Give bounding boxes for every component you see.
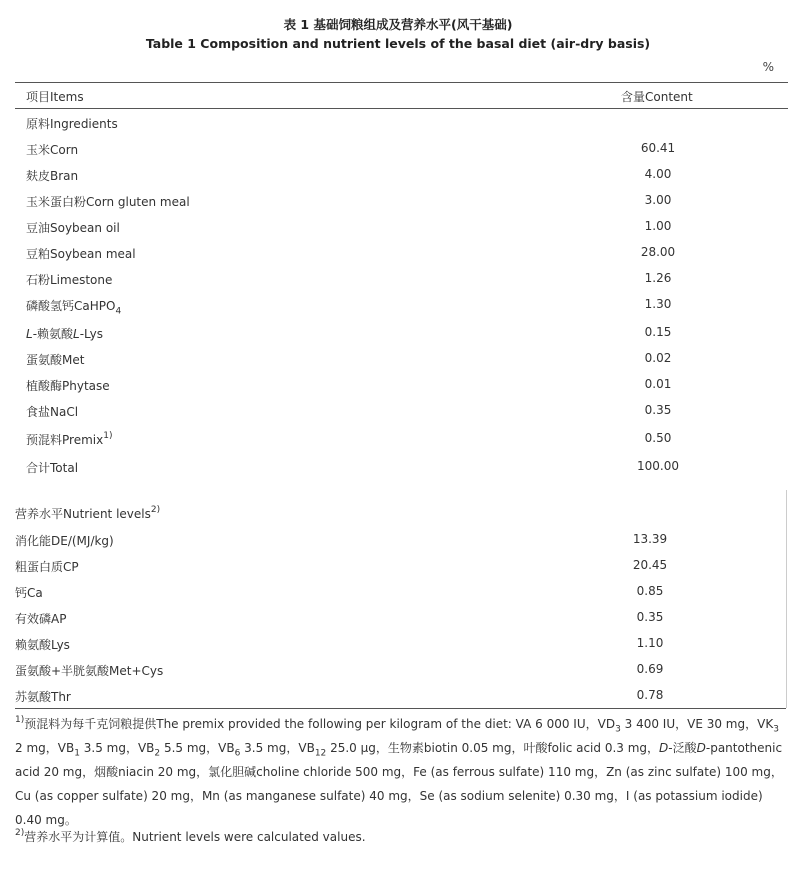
nutrient-name: 苏氨酸Thr	[15, 690, 71, 704]
header-content: 含量Content	[621, 90, 693, 104]
ingredient-name-text: -赖氨酸	[32, 327, 74, 341]
ingredients-label: 原料Ingredients	[26, 117, 118, 131]
header-rule	[15, 108, 788, 109]
subscript: 6	[234, 748, 241, 759]
ingredient-name: 玉米蛋白粉Corn gluten meal	[26, 195, 190, 209]
nutrient-value: 0.69	[636, 662, 664, 676]
ingredient-name-text: 磷酸氢钙CaHPO	[26, 299, 116, 313]
footnote-text: 3.5 mg，VB	[79, 741, 155, 755]
nutrients-label-text: 营养水平Nutrient levels	[15, 507, 151, 521]
ingredient-value: 0.15	[644, 325, 672, 339]
ingredient-value: 1.30	[644, 297, 672, 311]
ingredient-value: 0.01	[644, 377, 672, 391]
nutrient-value: 1.10	[636, 636, 664, 650]
ingredient-name: 植酸酶Phytase	[26, 379, 110, 393]
nutrient-name: 粗蛋白质CP	[15, 560, 79, 574]
nutrient-value: 0.85	[636, 584, 664, 598]
footnote-text: 3 400 IU，VE 30 mg，VK	[620, 717, 774, 731]
footnote-2	[15, 825, 785, 849]
subscript: 12	[314, 748, 327, 759]
footnote-mark: 1)	[103, 431, 113, 441]
ingredient-name: 石粉Limestone	[26, 273, 113, 287]
bottom-rule	[15, 708, 786, 709]
nutrient-name: 消化能DE/(MJ/kg)	[15, 534, 114, 548]
footnote-text: -泛酸	[668, 741, 697, 755]
ingredient-value: 0.35	[644, 403, 672, 417]
ingredient-name: 玉米Corn	[26, 143, 79, 157]
ingredient-name: 蛋氨酸Met	[26, 353, 85, 367]
ingredient-name-text: -Lys	[79, 327, 103, 341]
ingredient-name-text: 预混料Premix	[26, 433, 104, 447]
footnote-text: -pantothenic acid 20 mg，烟酸niacin 20 mg，氯化胆碱choline chloride 500 mg，Fe (as ferrous sulfate) 110 mg，Zn (as zinc sulfate) 100 mg，Cu (as copper sulfate) 20 mg，Mn (as manganese sulfate) 40 mg，Se (as sodium selenite) 0.30 mg，I (as potassium iodide) 0.40 mg。	[15, 741, 783, 827]
footnote-text: 预混料为每千克饲粮提供The premix provided the following per kilogram of the diet: VA 6 000 IU，VD	[24, 717, 616, 731]
subscript: 2	[154, 748, 161, 759]
nutrient-name: 赖氨酸Lys	[15, 638, 70, 652]
italic-prefix: L	[26, 327, 33, 341]
header-items: 项目Items	[26, 90, 84, 104]
ingredient-value: 60.41	[640, 141, 676, 155]
nutrient-value: 0.78	[636, 688, 664, 702]
italic-prefix: D	[696, 741, 706, 755]
ingredient-name: 麸皮Bran	[26, 169, 79, 183]
ingredient-name-subscript: 4	[115, 306, 122, 317]
nutrient-value: 0.35	[636, 610, 664, 624]
ingredient-value: 3.00	[644, 193, 672, 207]
footnote-text: 2 mg，VB	[15, 741, 75, 755]
footnote-mark: 2)	[15, 828, 25, 838]
nutrient-value: 20.45	[632, 558, 668, 572]
ingredient-name: 豆粕Soybean meal	[26, 247, 136, 261]
subscript: 1	[74, 748, 80, 759]
footnote-1	[15, 712, 785, 832]
ingredient-name	[26, 431, 112, 448]
ingredient-name	[26, 325, 103, 342]
ingredient-value: 1.00	[644, 219, 672, 233]
ingredient-value: 0.02	[644, 351, 672, 365]
footnote-mark: 2)	[150, 505, 161, 515]
footnote-text: 25.0 μg，生物素biotin 0.05 mg，叶酸folic acid 0.3 mg，	[326, 741, 660, 755]
subscript: 3	[773, 724, 779, 735]
ingredient-name: 合计Total	[26, 461, 79, 475]
italic-prefix: D	[659, 741, 669, 755]
ingredient-value: 1.26	[644, 271, 672, 285]
subscript: 3	[615, 724, 621, 735]
ingredient-name	[26, 297, 122, 317]
table-title-cn: 表 1 基础饲粮组成及营养水平(风干基础)	[283, 17, 513, 32]
footnote-text: 营养水平为计算值。Nutrient levels were calculated values.	[24, 830, 366, 844]
nutrient-name: 有效磷AP	[15, 612, 67, 626]
nutrient-name: 钙Ca	[15, 586, 43, 600]
footnote-mark: 1)	[15, 715, 25, 725]
footnote-text: 3.5 mg，VB	[240, 741, 315, 755]
ingredient-value: 100.00	[637, 459, 679, 473]
ingredient-value: 4.00	[644, 167, 672, 181]
ingredient-name: 豆油Soybean oil	[26, 221, 120, 235]
nutrients-label	[15, 505, 160, 522]
italic-prefix: L	[73, 327, 80, 341]
footnote-text: 5.5 mg，VB	[160, 741, 235, 755]
table-title-en: Table 1 Composition and nutrient levels of the basal diet (air-dry basis)	[145, 36, 651, 51]
nutrient-value: 13.39	[632, 532, 668, 546]
nutrient-name: 蛋氨酸+半胱氨酸Met+Cys	[15, 664, 164, 678]
ingredient-name: 食盐NaCl	[26, 405, 79, 419]
ingredient-value: 0.50	[644, 431, 672, 445]
right-border	[786, 490, 787, 708]
ingredient-value: 28.00	[640, 245, 676, 259]
unit-label: %	[762, 60, 774, 74]
top-rule	[15, 82, 788, 83]
